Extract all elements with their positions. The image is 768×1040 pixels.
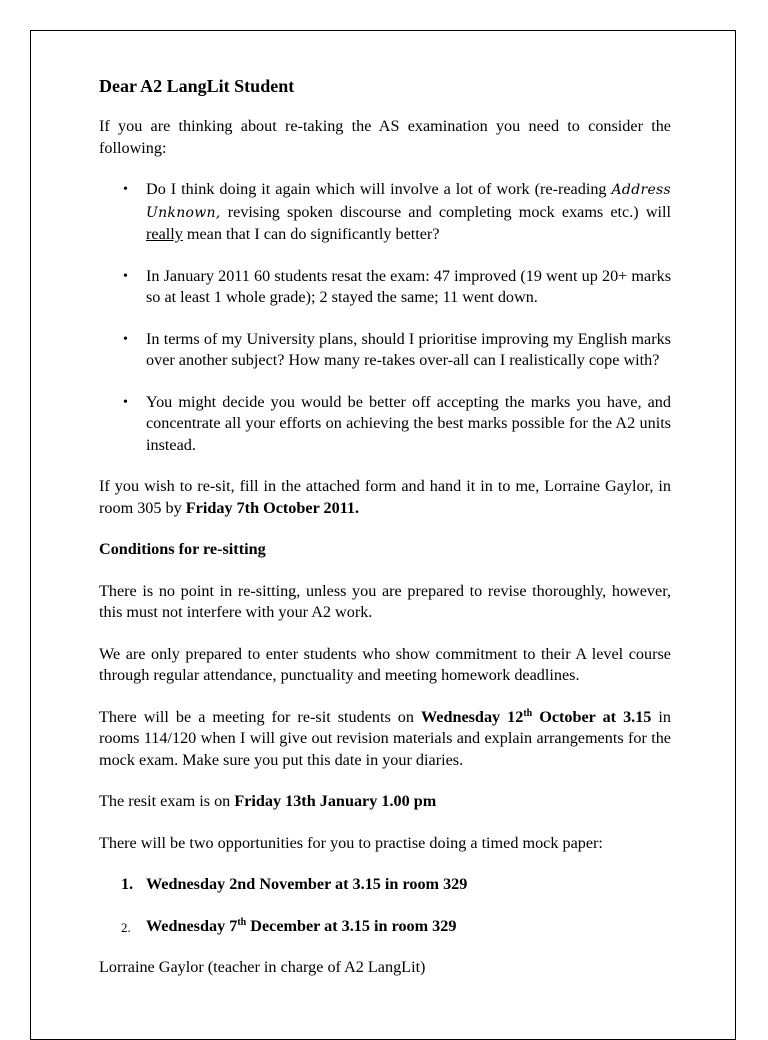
- letter-title: Dear A2 LangLit Student: [99, 76, 295, 96]
- mock-date-text: Wednesday 7: [146, 916, 238, 935]
- list-item: [99, 266, 671, 309]
- list-item: [99, 329, 671, 372]
- meeting-paragraph: [99, 707, 671, 772]
- mock-dates-list: [99, 874, 671, 937]
- bullet-icon: •: [123, 394, 128, 410]
- resit-text: If you wish to re-sit, fill in the attached form and hand it in to me, Lorraine Gaylor, in room 305 by: [99, 477, 671, 517]
- list-number: 1.: [121, 875, 134, 893]
- mock-date-text: Wednesday 2nd November at 3.15 in room 329: [146, 875, 468, 893]
- commitment-paragraph: We are only prepared to enter students who show commitment to their A level course through regular attendance, punctuality and meeting homework deadlines.: [99, 644, 671, 684]
- list-item: [99, 179, 671, 246]
- list-item: [99, 916, 671, 938]
- emphasis-word: really: [146, 225, 183, 243]
- list-number: 2.: [121, 919, 131, 935]
- bullet-text: You might decide you would be better off accepting the marks you have, and concentrate all your efforts on achieving the best marks possible for the A2 units instead.: [146, 392, 671, 454]
- meeting-day: Wednesday 12: [420, 707, 524, 726]
- mock-date-text: December at 3.15 in room 329: [246, 916, 457, 935]
- document-page: [30, 30, 736, 1040]
- exam-text: The resit exam is on: [99, 792, 235, 810]
- deadline-date: Friday 7th October 2011.: [185, 498, 360, 517]
- conditions-heading: Conditions for re-sitting: [99, 540, 266, 558]
- bullet-icon: •: [123, 268, 128, 284]
- list-item: [99, 874, 671, 896]
- considerations-list: [99, 179, 671, 456]
- meeting-time: October at 3.15: [532, 707, 652, 726]
- bullet-text: mean that I can do significantly better?: [182, 225, 440, 243]
- bullet-text: Do I think doing it again which will involve a lot of work (re-reading: [146, 180, 612, 198]
- list-item: [99, 392, 671, 457]
- ordinal-suffix: th: [237, 916, 247, 928]
- letter-body: [99, 75, 671, 999]
- bullet-text: In terms of my University plans, should I prioritise improving my English marks over another subject? How many re-takes over-all can I realistically cope with?: [146, 329, 671, 369]
- bullet-icon: •: [123, 331, 128, 347]
- meeting-date: [421, 708, 651, 726]
- bullet-icon: •: [123, 182, 128, 197]
- signature: Lorraine Gaylor (teacher in charge of A2 LangLit): [99, 958, 426, 976]
- meeting-text: There will be a meeting for re-sit students on: [99, 707, 421, 726]
- bullet-text: In January 2011 60 students resat the exam: 47 improved (19 went up 20+ marks so at least 1 whole grade); 2 stayed the same; 11 went down.: [146, 266, 671, 306]
- bullet-text: revising spoken discourse and completing mock exams etc.) will: [220, 202, 671, 221]
- ordinal-suffix: th: [523, 707, 533, 719]
- meeting-details: in rooms 114/120 when I will give out revision materials and explain arrangements for the mock exam. Make sure you put this date in your diaries.: [99, 707, 672, 769]
- exam-paragraph: [99, 791, 671, 813]
- book-title: Address Unknown,: [146, 182, 671, 221]
- exam-date: Friday 13th January 1.00 pm: [234, 792, 437, 810]
- no-point-paragraph: There is no point in re-sitting, unless you are prepared to revise thoroughly, however, this must not interfere with your A2 work.: [99, 581, 671, 621]
- intro-paragraph: If you are thinking about re-taking the AS examination you need to consider the following:: [99, 117, 671, 157]
- mock-intro-paragraph: There will be two opportunities for you to practise doing a timed mock paper:: [99, 833, 603, 852]
- resit-paragraph: [99, 476, 671, 519]
